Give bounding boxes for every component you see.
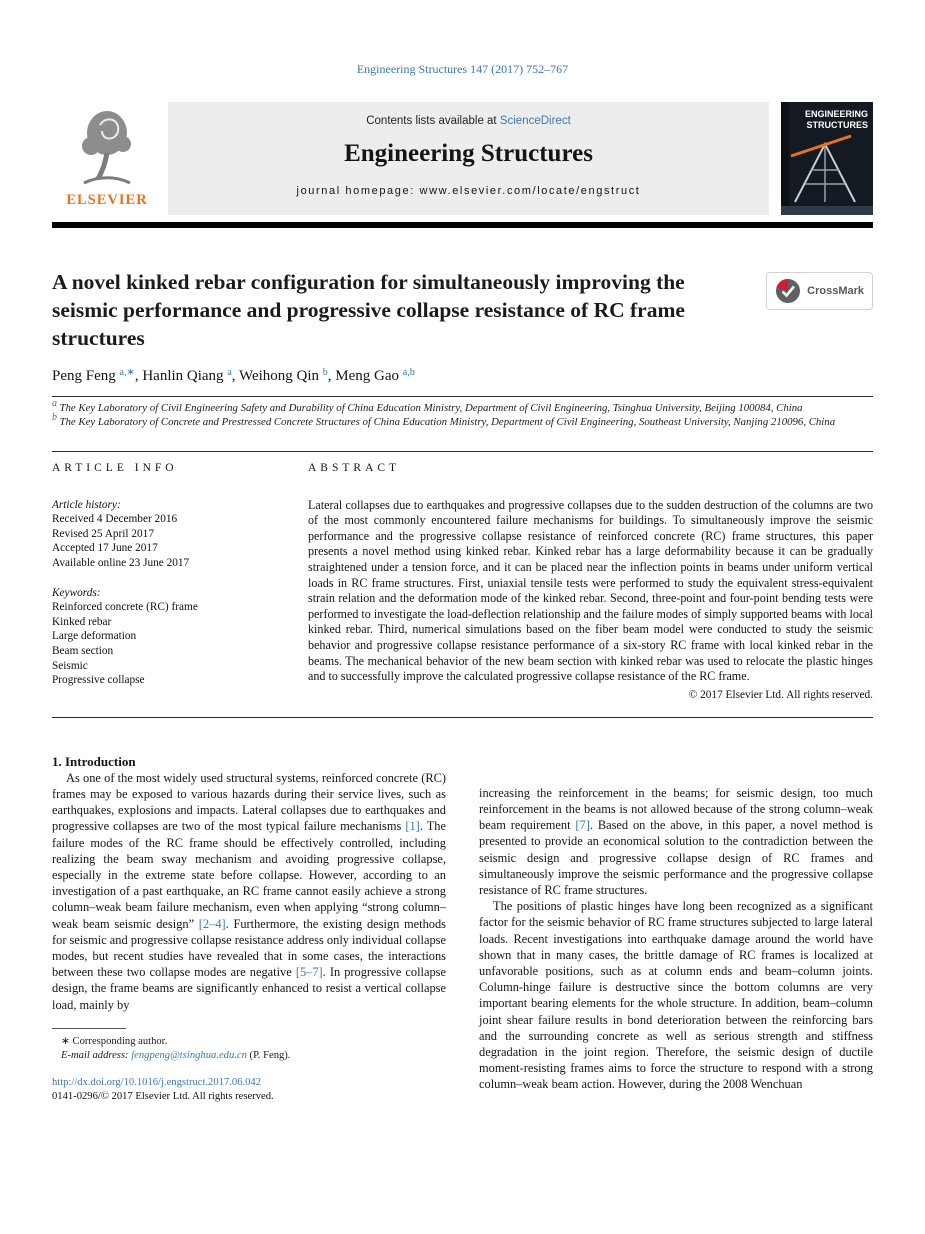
text-segment: a,∗	[119, 367, 135, 378]
article-info-heading: ARTICLE INFO	[52, 461, 178, 474]
affiliation-a: a The Key Laboratory of Civil Engineering Safety and Durability of China Education Ministry, Department of Civil Engineering, Tsinghua University, Beijing 100084, China	[52, 398, 803, 414]
issn-copyright-line: 0141-0296/© 2017 Elsevier Ltd. All rights reserved.	[52, 1091, 274, 1103]
inline-link[interactable]: fengpeng@tsinghua.edu.cn	[131, 1049, 247, 1061]
text-segment: a	[52, 398, 60, 409]
header-rule	[52, 222, 873, 228]
keyword-item: Progressive collapse	[52, 674, 145, 687]
author-list: Peng Feng $^{a,∗}$, Hanlin Qiang $^a$, Weihong Qin $^b$, Meng Gao $^{a,b}$	[52, 367, 415, 384]
section-title: 1. Introduction	[52, 753, 136, 769]
email-line: E-mail address: fengpeng@tsinghua.edu.cn (P. Feng).	[61, 1049, 291, 1061]
elsevier-wordmark: ELSEVIER	[66, 192, 148, 208]
journal-title: Engineering Structures	[344, 140, 593, 167]
inline-link[interactable]: [7]	[575, 818, 590, 833]
abstract-text: Lateral collapses due to earthquakes and progressive collapses due to the sudden destruction of the columns are two of the most commonly encountered failure mechanisms for buildings. To simultaneously improve the seismic performance and the progressive collapse resistance of reinforced concrete (RC) frame structures, this paper presents a novel method using kinked rebar. Kinked rebar has a large deformability because it can be gradually straightened under a tension force, and it can be placed near the inflection points in beams under uniform vertical loads in RC frame structures. First, uniaxial tensile tests were performed to study the equivalent stress-equivalent strain relation and the deformation mode of the kinked rebar. Second, three-point and four-point bending tests were performed to investigate the load-deflection relationship and the failure modes of simply supported beams with local kinked rebar. Third, numerical simulations based on the fiber beam model were conducted to study the seismic behavior and progressive collapse resistance performance of a six-story RC frame with local kinked rebar in the beams. The mechanical behavior of the new beam section with kinked rebar was used to relocate the plastic hinges and to successfully improve the calculated progressive collapse resistance of the RC frame.	[308, 497, 873, 684]
affiliations	[52, 396, 873, 430]
keywords-label: Keywords:	[52, 586, 101, 599]
history-item: Accepted 17 June 2017	[52, 542, 158, 555]
history-item: Received 4 December 2016	[52, 513, 178, 526]
crossmark-badge[interactable]	[766, 272, 873, 310]
keyword-item: Large deformation	[52, 630, 137, 643]
journal-banner	[168, 102, 769, 215]
section-divider	[52, 717, 873, 718]
body-paragraph: The positions of plastic hinges have long been recognized as a significant factor for the seismic behavior of RC frame structures subjected to large lateral loads. Recent investigations into earthquake damage around the world have shown that in many cases, the brittle damage of RC frames is localized at unfavorable positions, such as at column ends and beam–column joints. Column-hinge failure is destructive since the bottom columns are very important bearing elements for the whole structure. In addition, beam–column joint shear failure results in bond deterioration between the reinforcing bars and the surrounding concrete as well as serious strength and stiffness degradation in the joint region. Therefore, the seismic design of ductile moment-resisting frames aims to force the structure to respond with a strong column–weak beam action. However, during the 2008 Wenchuan	[479, 899, 873, 1092]
keyword-item: Beam section	[52, 644, 114, 657]
inline-link[interactable]: [1]	[405, 819, 420, 834]
text-segment: b	[52, 411, 60, 423]
crossmark-label: CrossMark	[807, 285, 864, 297]
text-segment: a,b	[402, 367, 415, 378]
contents-lists-line: Contents lists available at ScienceDirect	[366, 115, 571, 127]
doi-block	[52, 1076, 446, 1105]
history-item: Revised 25 April 2017	[52, 527, 154, 540]
elsevier-tree-icon	[68, 103, 146, 191]
journal-cover-thumbnail	[781, 102, 873, 215]
abstract-column	[308, 452, 873, 701]
right-column	[479, 754, 873, 1105]
article-info-column	[52, 452, 263, 701]
text-segment: E-mail address:	[61, 1049, 132, 1061]
journal-cover-image	[781, 102, 873, 215]
citation-header-link[interactable]: Engineering Structures 147 (2017) 752–767	[356, 62, 569, 76]
text-segment: a	[227, 367, 232, 378]
cover-title-line1: ENGINEERING	[804, 109, 868, 119]
footnote-rule	[52, 1028, 126, 1029]
corresponding-author-note: ∗ Corresponding author.	[61, 1035, 168, 1047]
history-item: Available online 23 June 2017	[52, 556, 190, 569]
text-segment: b	[322, 367, 328, 378]
info-abstract-block	[52, 451, 873, 701]
keyword-item: Kinked rebar	[52, 615, 112, 628]
journal-header	[52, 102, 873, 215]
keyword-item: Seismic	[52, 659, 88, 672]
doi-link[interactable]: http://dx.doi.org/10.1016/j.engstruct.2017.06.042	[52, 1076, 262, 1088]
inline-link[interactable]: [2–4]	[198, 916, 226, 931]
footnote-block	[52, 1028, 446, 1063]
cover-title-line2: STRUCTURES	[806, 120, 868, 130]
body-paragraph: increasing the reinforcement in the beams; for seismic design, too much reinforcement in the beams is not allowed because of the strong column–weak beam requirement [7]. Based on the above, in this paper, a novel method is presented to provide an economical solution to the contradiction between the seismic design and progressive collapse design of RC frames and simultaneously improve the seismic performance and the progressive collapse resistance of RC frame structures.	[479, 785, 874, 897]
abstract-copyright: © 2017 Elsevier Ltd. All rights reserved.	[688, 688, 873, 701]
title-block	[52, 268, 873, 352]
running-head	[52, 0, 873, 77]
keyword-item: Reinforced concrete (RC) frame	[52, 601, 198, 614]
article-history-label: Article history:	[52, 498, 121, 511]
journal-homepage-link[interactable]: journal homepage: www.elsevier.com/locate/engstruct	[296, 185, 641, 197]
article-body	[52, 754, 873, 1105]
article-title: A novel kinked rebar configuration for simultaneously improving the seismic performance and progressive collapse resistance of RC frame structures	[52, 270, 685, 350]
abstract-heading: ABSTRACT	[308, 461, 401, 474]
elsevier-logo	[52, 102, 162, 215]
inline-link[interactable]: ScienceDirect	[499, 115, 571, 127]
affiliation-b: b The Key Laboratory of Concrete and Prestressed Concrete Structures of China Education Ministry, Department of Civil Engineering, Southeast University, Nanjing 210096, China	[52, 411, 836, 428]
body-paragraph: As one of the most widely used structural systems, reinforced concrete (RC) frames may be exposed to various hazards during their service lives, such as earthquakes, explosions and impacts. Lateral collapses due to earthquakes and progressive collapses are two of the most typical failure mechanisms [1]. The failure modes of the RC frame should be effectively controlled, including realizing the beam sway mechanism and avoiding progressive collapse, especially in the extreme state before collapse. However, according to an investigation of a past earthquake, an RC frame cannot easily achieve a strong column–weak beam failure mechanism, even when applying “strong column–weak beam seismic design” [2–4]. Furthermore, the existing design methods for seismic and progressive collapse resistance address only individual collapse modes, but recent studies have revealed that in some cases, the interactions between these two collapse modes are negative [5–7]. In progressive collapse design, the frame beams are significantly enhanced to resist a vertical collapse load, mainly by	[52, 770, 446, 1012]
crossmark-icon	[775, 278, 801, 304]
inline-link[interactable]: [5–7]	[295, 965, 323, 980]
left-column	[52, 754, 446, 1105]
